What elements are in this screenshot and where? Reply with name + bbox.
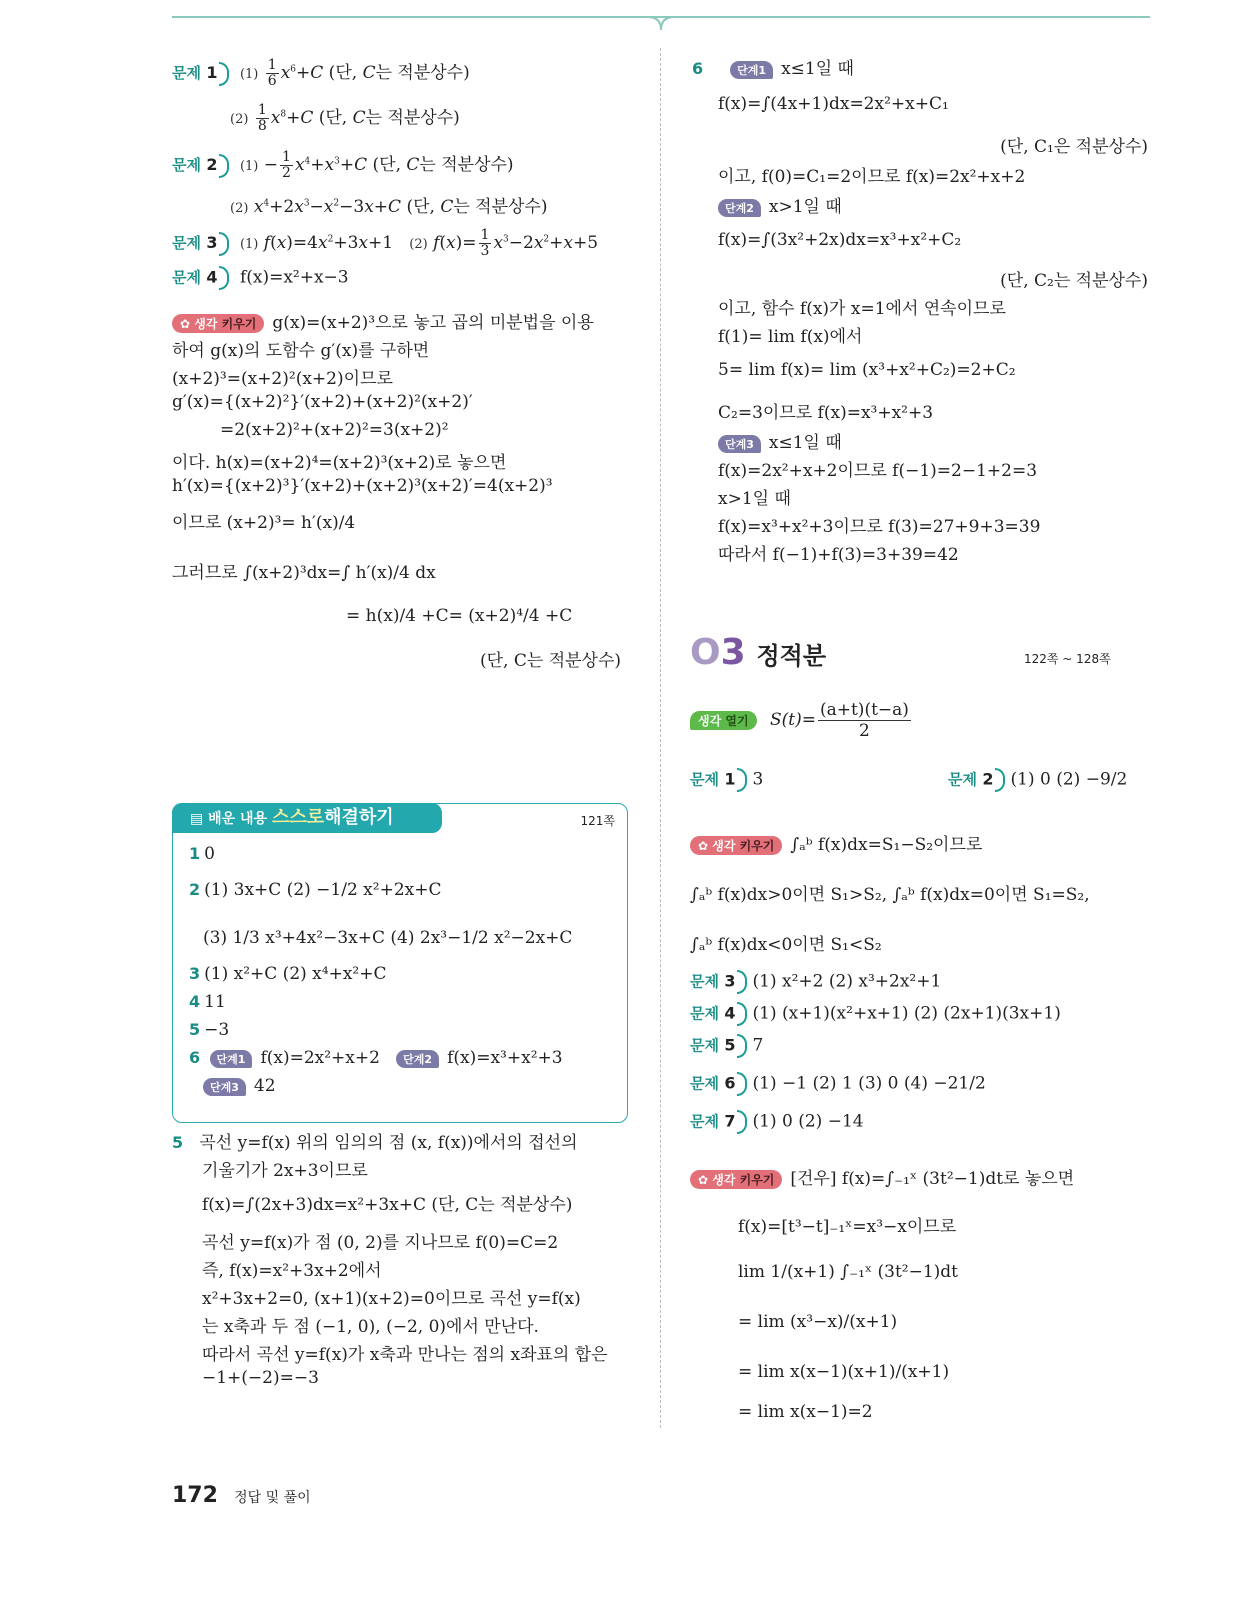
step-badge: 단계2 <box>718 199 761 217</box>
note-icon: ▤ <box>190 811 204 827</box>
open-think: 생각 열기 S(t)= $\frac{(a+t)(t-a)}{2}$ <box>690 700 913 741</box>
problem-number: 1 <box>206 63 218 82</box>
sec-problem-7: 문제 7 (1) 0 (2) −14 <box>690 1110 864 1134</box>
section-title: 정적분 <box>756 642 827 670</box>
section-header <box>690 632 826 673</box>
section-page-range: 122쪽 ~ 128쪽 <box>1024 652 1111 666</box>
problem-1-part-2: (2) $\frac{1}{8}$ $x^8+C$ (단, C는 적분상수) <box>230 102 460 134</box>
step-badge: 단계1 <box>210 1050 253 1068</box>
solution-5-line-7: 따라서 곡선 y=f(x)가 x축과 만나는 점의 x좌표의 합은 <box>202 1345 608 1365</box>
solution-6-line: f(x)=2x²+x+2이므로 f(−1)=2−1+2=3 <box>718 461 1038 481</box>
think-line-4: =2(x+2)²+(x+2)²=3(x+2)² <box>220 420 449 440</box>
review-page-ref: 121쪽 <box>580 814 615 828</box>
review-box <box>172 803 628 1123</box>
solution-5-line-0: 5 곡선 y=f(x) 위의 임의의 점 (x, f(x))에서의 접선의 <box>172 1133 578 1153</box>
think-line-8: 그러므로 ∫(x+2)³dx=∫ h′(x)/4 dx <box>172 563 436 583</box>
think2-line-5: = lim x(x−1)=2 <box>738 1402 873 1422</box>
think2-line-3: = lim (x³−x)/(x+1) <box>738 1312 898 1332</box>
think-line-2: (x+2)³=(x+2)²(x+2)이므로 <box>172 369 393 389</box>
review-item-1: 1 0 <box>189 844 215 864</box>
review-item-4: 4 11 <box>189 992 226 1012</box>
review-item-3: 3 (1) x²+C (2) x⁴+x²+C <box>189 964 387 984</box>
paren-icon <box>219 266 229 290</box>
think2-line-0: ✿ 생각 키우기 [건우] f(x)=∫₋₁ˣ (3t²−1)dt로 놓으면 <box>690 1164 1074 1189</box>
solution-6-line: (단, C₁은 적분상수) <box>1000 137 1148 157</box>
think1-line-0: ✿ 생각 키우기 ∫ₐᵇ f(x)dx=S₁−S₂이므로 <box>690 830 982 855</box>
footer-label: 정답 및 풀이 <box>234 1490 311 1506</box>
think1-line-2: ∫ₐᵇ f(x)dx<0이면 S₁<S₂ <box>690 935 882 955</box>
step-badge: 단계3 <box>203 1078 246 1096</box>
solution-6-line: 5= lim f(x)= lim (x³+x²+C₂)=2+C₂ <box>718 360 1016 380</box>
sec-problem-6: 문제 6 (1) −1 (2) 1 (3) 0 (4) −21/2 <box>690 1072 986 1096</box>
review-item-5: 5 −3 <box>189 1020 230 1040</box>
open-badge: 생각 열기 <box>690 711 757 730</box>
solution-6-line: 이고, f(0)=C₁=2이므로 f(x)=2x²+x+2 <box>718 167 1026 187</box>
sec-problem-1: 문제 1 3 <box>690 768 763 792</box>
sec-problem-4: 문제 4 (1) (x+1)(x²+x+1) (2) (2x+1)(3x+1) <box>690 1002 1061 1026</box>
solution-6-line: 따라서 f(−1)+f(3)=3+39=42 <box>718 545 959 565</box>
solution-6-step3: 단계3 x≤1일 때 <box>718 428 842 453</box>
column-divider <box>660 48 661 1428</box>
paren-icon <box>219 232 229 256</box>
solution-6-line: f(x)=∫(4x+1)dx=2x²+x+C₁ <box>718 94 949 114</box>
problem-4: 문제 4 f(x)=x²+x−3 <box>172 266 349 290</box>
solution-6-line: f(1)= lim f(x)에서 <box>718 327 863 347</box>
sec-problem-5: 문제 5 7 <box>690 1034 763 1058</box>
think-line-7: 이므로 (x+2)³= h′(x)/4 <box>172 513 356 533</box>
solution-5-line-3: 곡선 y=f(x)가 점 (0, 2)를 지나므로 f(0)=C=2 <box>202 1233 559 1253</box>
solution-6-line: f(x)=∫(3x²+2x)dx=x³+x²+C₂ <box>718 230 962 250</box>
step-badge: 단계3 <box>718 435 761 453</box>
think-line-0: ✿ 생각 키우기 g(x)=(x+2)³으로 놓고 곱의 미분법을 이용 <box>172 308 594 333</box>
section-number: O3 <box>690 632 746 673</box>
problem-3: 문제 3 (1) $f(x)=4x^2+3x+1$ (2) f(x)= $\frac{1}{3}$ $x^3-2x^2+x+5$ <box>172 227 599 259</box>
think-line-10: (단, C는 적분상수) <box>480 651 622 671</box>
paren-icon <box>219 62 229 86</box>
review-item-2b: (3) 1/3 x³+4x²−3x+C (4) 2x³−1/2 x²−2x+C <box>203 928 573 948</box>
problem-2-part-2: (2) $x^4+2x^3-x^2-3x+C$ (단, C는 적분상수) <box>230 197 548 217</box>
solution-5-line-1: 기울기가 2x+3이므로 <box>202 1161 368 1181</box>
sec-problem-2: 문제 2 (1) 0 (2) −9/2 <box>948 768 1127 792</box>
problem-2: 문제 2 (1) − $\frac{1}{2}$ $x^4+x^3+C$ (단, C는 적분상수) <box>172 149 514 181</box>
review-item-6b: 단계3 42 <box>203 1076 276 1096</box>
problem-label: 문제 <box>172 64 201 82</box>
solution-5-line-6: 는 x축과 두 점 (−1, 0), (−2, 0)에서 만난다. <box>202 1317 539 1337</box>
review-item-6: 6 단계1 f(x)=2x²+x+2 단계2 f(x)=x³+x²+3 <box>189 1048 563 1068</box>
review-box-tab: ▤ 배운 내용 스스로해결하기 <box>172 803 442 833</box>
think-line-6: h′(x)={(x+2)³}′(x+2)+(x+2)³(x+2)′=4(x+2)³ <box>172 476 553 496</box>
solution-5-line-2: f(x)=∫(2x+3)dx=x²+3x+C (단, C는 적분상수) <box>202 1195 573 1215</box>
solution-6-step2: 단계2 x>1일 때 <box>718 192 842 217</box>
think-line-3: g′(x)={(x+2)²}′(x+2)+(x+2)²(x+2)′ <box>172 392 473 412</box>
solution-5-line-5: x²+3x+2=0, (x+1)(x+2)=0이므로 곡선 y=f(x) <box>202 1289 581 1309</box>
think-badge: ✿ 생각 키우기 <box>690 1170 782 1189</box>
solution-6-header: 6 단계1 x≤1일 때 <box>692 59 854 79</box>
think-line-1: 하여 g(x)의 도함수 g′(x)를 구하면 <box>172 341 430 361</box>
step-badge: 단계1 <box>730 61 773 79</box>
solution-6-line: (단, C₂는 적분상수) <box>1000 271 1148 291</box>
think1-line-1: ∫ₐᵇ f(x)dx>0이면 S₁>S₂, ∫ₐᵇ f(x)dx=0이면 S₁=S₂, <box>690 885 1090 905</box>
think2-line-2: lim 1/(x+1) ∫₋₁ˣ (3t²−1)dt <box>738 1262 959 1282</box>
solution-6-line: x>1일 때 <box>718 489 791 509</box>
review-item-2: 2 (1) 3x+C (2) −1/2 x²+2x+C <box>189 880 442 900</box>
page-footer <box>172 1483 311 1508</box>
solution-6-line: 이고, 함수 f(x)가 x=1에서 연속이므로 <box>718 299 1006 319</box>
solution-5-line-4: 즉, f(x)=x²+3x+2에서 <box>202 1261 382 1281</box>
think-badge: ✿ 생각 키우기 <box>172 314 264 333</box>
sec-problem-3: 문제 3 (1) x²+2 (2) x³+2x²+1 <box>690 970 941 994</box>
think-badge: ✿ 생각 키우기 <box>690 836 782 855</box>
paren-icon <box>219 154 229 178</box>
top-notch-icon <box>648 10 674 32</box>
step-badge: 단계2 <box>396 1050 439 1068</box>
think-line-9: = h(x)/4 +C= (x+2)⁴/4 +C <box>346 606 573 626</box>
think2-line-1: f(x)=[t³−t]₋₁ˣ=x³−x이므로 <box>738 1217 957 1237</box>
page-number: 172 <box>172 1483 218 1508</box>
think2-line-4: = lim x(x−1)(x+1)/(x+1) <box>738 1362 950 1382</box>
think-line-5: 이다. h(x)=(x+2)⁴=(x+2)³(x+2)로 놓으면 <box>172 453 507 473</box>
solution-5-line-8: −1+(−2)=−3 <box>202 1368 319 1388</box>
solution-6-line: f(x)=x³+x²+3이므로 f(3)=27+9+3=39 <box>718 517 1041 537</box>
solution-6-line: C₂=3이므로 f(x)=x³+x²+3 <box>718 403 934 423</box>
problem-1: 문제 1 (1) $\frac{1}{6}$ $x^6+C$ (단, C는 적분상수) <box>172 57 470 89</box>
